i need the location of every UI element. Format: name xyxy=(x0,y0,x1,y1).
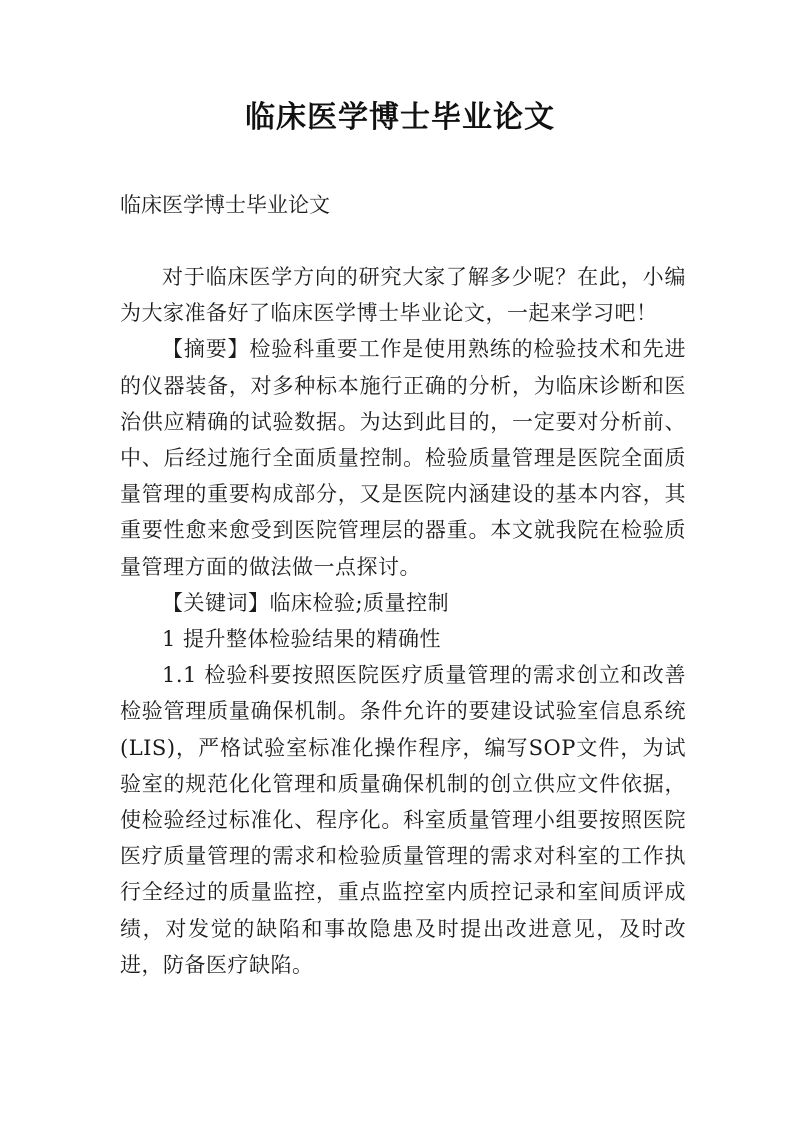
document-title: 临床医学博士毕业论文 xyxy=(245,100,555,135)
abstract-paragraph: 【摘要】检验科重要工作是使用熟练的检验技术和先进的仪器装备，对多种标本施行正确的分析，为临床诊断和医治供应精确的试验数据。为达到此目的，一定要对分析前、中、后经过施行全面质量控制。检验质量管理是医院全面质量管理的重要构成部分，又是医院内涵建设的基本内容，其重要性愈来愈受到医院管理层的器重。本文就我院在检验质量管理方面的做法做一点探讨。 xyxy=(120,337,686,579)
document-body xyxy=(120,259,686,983)
keywords-paragraph: 【关键词】临床检验;质量控制 xyxy=(162,590,450,615)
document-subtitle: 临床医学博士毕业论文 xyxy=(120,193,330,217)
section-heading: 1 提升整体检验结果的精确性 xyxy=(162,627,442,652)
section-paragraph: 1.1 检验科要按照医院医疗质量管理的需求创立和改善检验管理质量确保机制。条件允许的要建设试验室信息系统(LIS)，严格试验室标准化操作程序，编写SOP文件，为试验室的规范化化管理和质量确保机制的创立供应文件依据，使检验经过标准化、程序化。科室质量管理小组要按照医院医疗质量管理的需求和检验质量管理的需求对科室的工作执行全经过的质量监控，重点监控室内质控记录和室间质评成绩，对发觉的缺陷和事故隐患及时提出改进意见，及时改进，防备医疗缺陷。 xyxy=(120,663,686,977)
intro-paragraph: 对于临床医学方向的研究大家了解多少呢？在此，小编为大家准备好了临床医学博士毕业论文，一起来学习吧！ xyxy=(120,265,686,326)
